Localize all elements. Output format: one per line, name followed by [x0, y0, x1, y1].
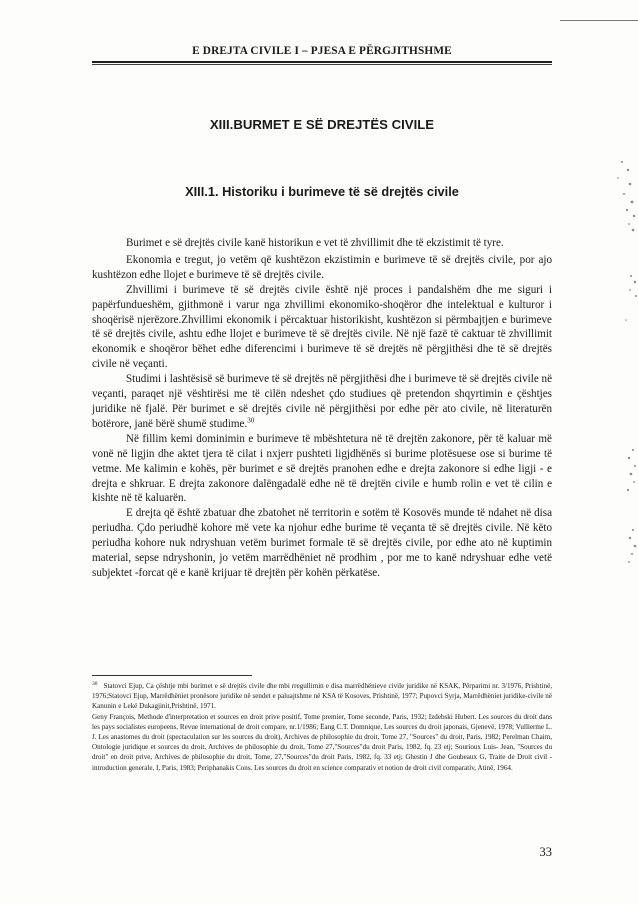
footnote-marker: 30: [92, 680, 98, 687]
paragraph: Në fillim kemi dominimin e burimeve të mbështetura në të drejtën zakonore, për të kaluar më vonë në ligjin dhe aktet tjera të cilat i nxjerr pushteti ligjdhënës si burime plotësuese ose si burime të vetme. Me kalimin e kohës, për burimet e së drejtës pranohen edhe e drejta zakonore si edhe ligji - e drejta e shkruar. E drejta zakonore dalëngadalë edhe në të drejtën civile e humb rolin e vet të cilin e kishte në të kaluarën.: [92, 432, 552, 505]
footnote-reference[interactable]: 30: [247, 416, 255, 425]
header-rule-thin: [92, 64, 552, 65]
scan-speckles: [600, 150, 638, 580]
paragraph: Burimet e së drejtës civile kanë historikun e vet të zhvillimit dhe të ekzistimit të tyre.: [126, 237, 504, 249]
paragraph-with-footnote: [92, 372, 552, 432]
running-header: E DREJTA CIVILE I – PJESA E PËRGJITHSHME: [192, 45, 452, 57]
body-text: [92, 236, 552, 581]
chapter-title: XIII.BURMET E SË DREJTËS CIVILE: [209, 117, 435, 132]
top-right-rule: [560, 20, 638, 21]
footnote-separator: [92, 675, 252, 676]
header-rule-thick: [92, 61, 552, 63]
footnotes: [92, 681, 552, 773]
page-number: 33: [539, 845, 552, 859]
paragraph-text: Studimi i lashtësisë së burimeve të së drejtës në përgjithësi dhe i burimeve të së drejtës civile në veçanti, paraqet një vështirësi me të cilën ndeshet çdo studiues që pretendon shqyrtimin e çështjes juridike në fjalë. Për burimet e së drejtës civile në përgjithësi por edhe për ato civile, në literaturën botërore, janë bërë shumë studime.: [92, 373, 552, 430]
footnote-text: Statovci Ejup, Ca çështje mbi burimet e së drejtës civile dhe mbi rregullimin e disa marrëdhënieve civile juridike në KSAK, Përparimi nr. 3/1976, Prishtinë, 1976;Statovci Ejup, Marrëdhëniet pronësore juridike në sendet e paluajtshme në KSA të Kosoves, Prishtinë, 1977; Pupovci Syrja, Marrëdhëniet juridike-civile në Kanunin e Lekë Dukagjinit,Prishtinë, 1971.: [92, 682, 552, 711]
footnote-continuation: Geny François, Methode d'interpretation et sources en droit prive positif, Tome premier, Tome seconde, Paris, 1932; Izdebski Hubert. Les sources du droit dans les pays socialistes europeens, Revue international de droit compare, nr.1/1986; Ëang C.T. Domnique, Les sources du droit japonais, Gjenevë, 1978; Vullierme L. J. Les anastomes du droit (spectaculation sur les sources du droit), Archives de philosophie du droit, Tome 27, "Sources" du droit, Paris, 1982; Perelman Chaim, Ontologie juridique et sources du droit, Archives de philosophie du droit, Tome 27,"Sources"du droit Paris, 1982, fq. 23 etj; Sourioux Luis- Jean, "Sources du droit" en droit prive, Archives de philosophie du droit, Tome, 27,"Sources"du droit Paris, 1982, fq. 33 etj; Ghestin J dhe Goubeaux G, Traite de Droit civil - introduction generale, I, Paris, 1983; Periphanakis Cons. Les sources du droit en science comparativ et notion de droit civil comparativ, Atinë, 1964.: [92, 712, 552, 772]
paragraph: Zhvillimi i burimeve të së drejtës civile është një proces i pandalshëm dhe me siguri i papërfundueshëm, gjithmonë i varur nga zhvillimi ekonomiko-shoqëror dhe intelektual e kulturor i shoqërisë njerëzore.Zhvillimi ekonomik i përcaktuar historikisht, kushtëzon si përmbajtjen e burimeve të së drejtës civile, ashtu edhe llojet e burimeve të së drejtës civile. Në një fazë të caktuar të zhvillimit ekonomik e shoqëror bëhet edhe diferencimi i burimeve të së drejtës në përgjithësi dhe të së drejtës civile në veçanti.: [92, 283, 552, 371]
section-title: XIII.1. Historiku i burimeve të së drejtës civile: [185, 184, 459, 199]
paragraph: Ekonomia e tregut, jo vetëm që kushtëzon ekzistimin e burimeve të së drejtës civile, por ajo kushtëzon edhe llojet e burimeve të së drejtës civile.: [92, 253, 552, 281]
footnote: [92, 681, 552, 712]
paragraph: E drejta që është zbatuar dhe zbatohet në territorin e sotëm të Kosovës munde të ndahet në disa periudha. Çdo periudhë kohore më vete ka njohur edhe burime të veçanta të së drejtës civile. Në këto periudha kohore nuk ndryshuan vetëm burimet formale të së drejtës civile, por edhe ato në kuptimin material, sepse ndryshonin, jo vetëm marrëdhëniet në prodhim , por me to kanë ndryshuar edhe vetë subjektet -forcat që e kanë krijuar të drejtën për kohën përkatëse.: [92, 507, 552, 579]
